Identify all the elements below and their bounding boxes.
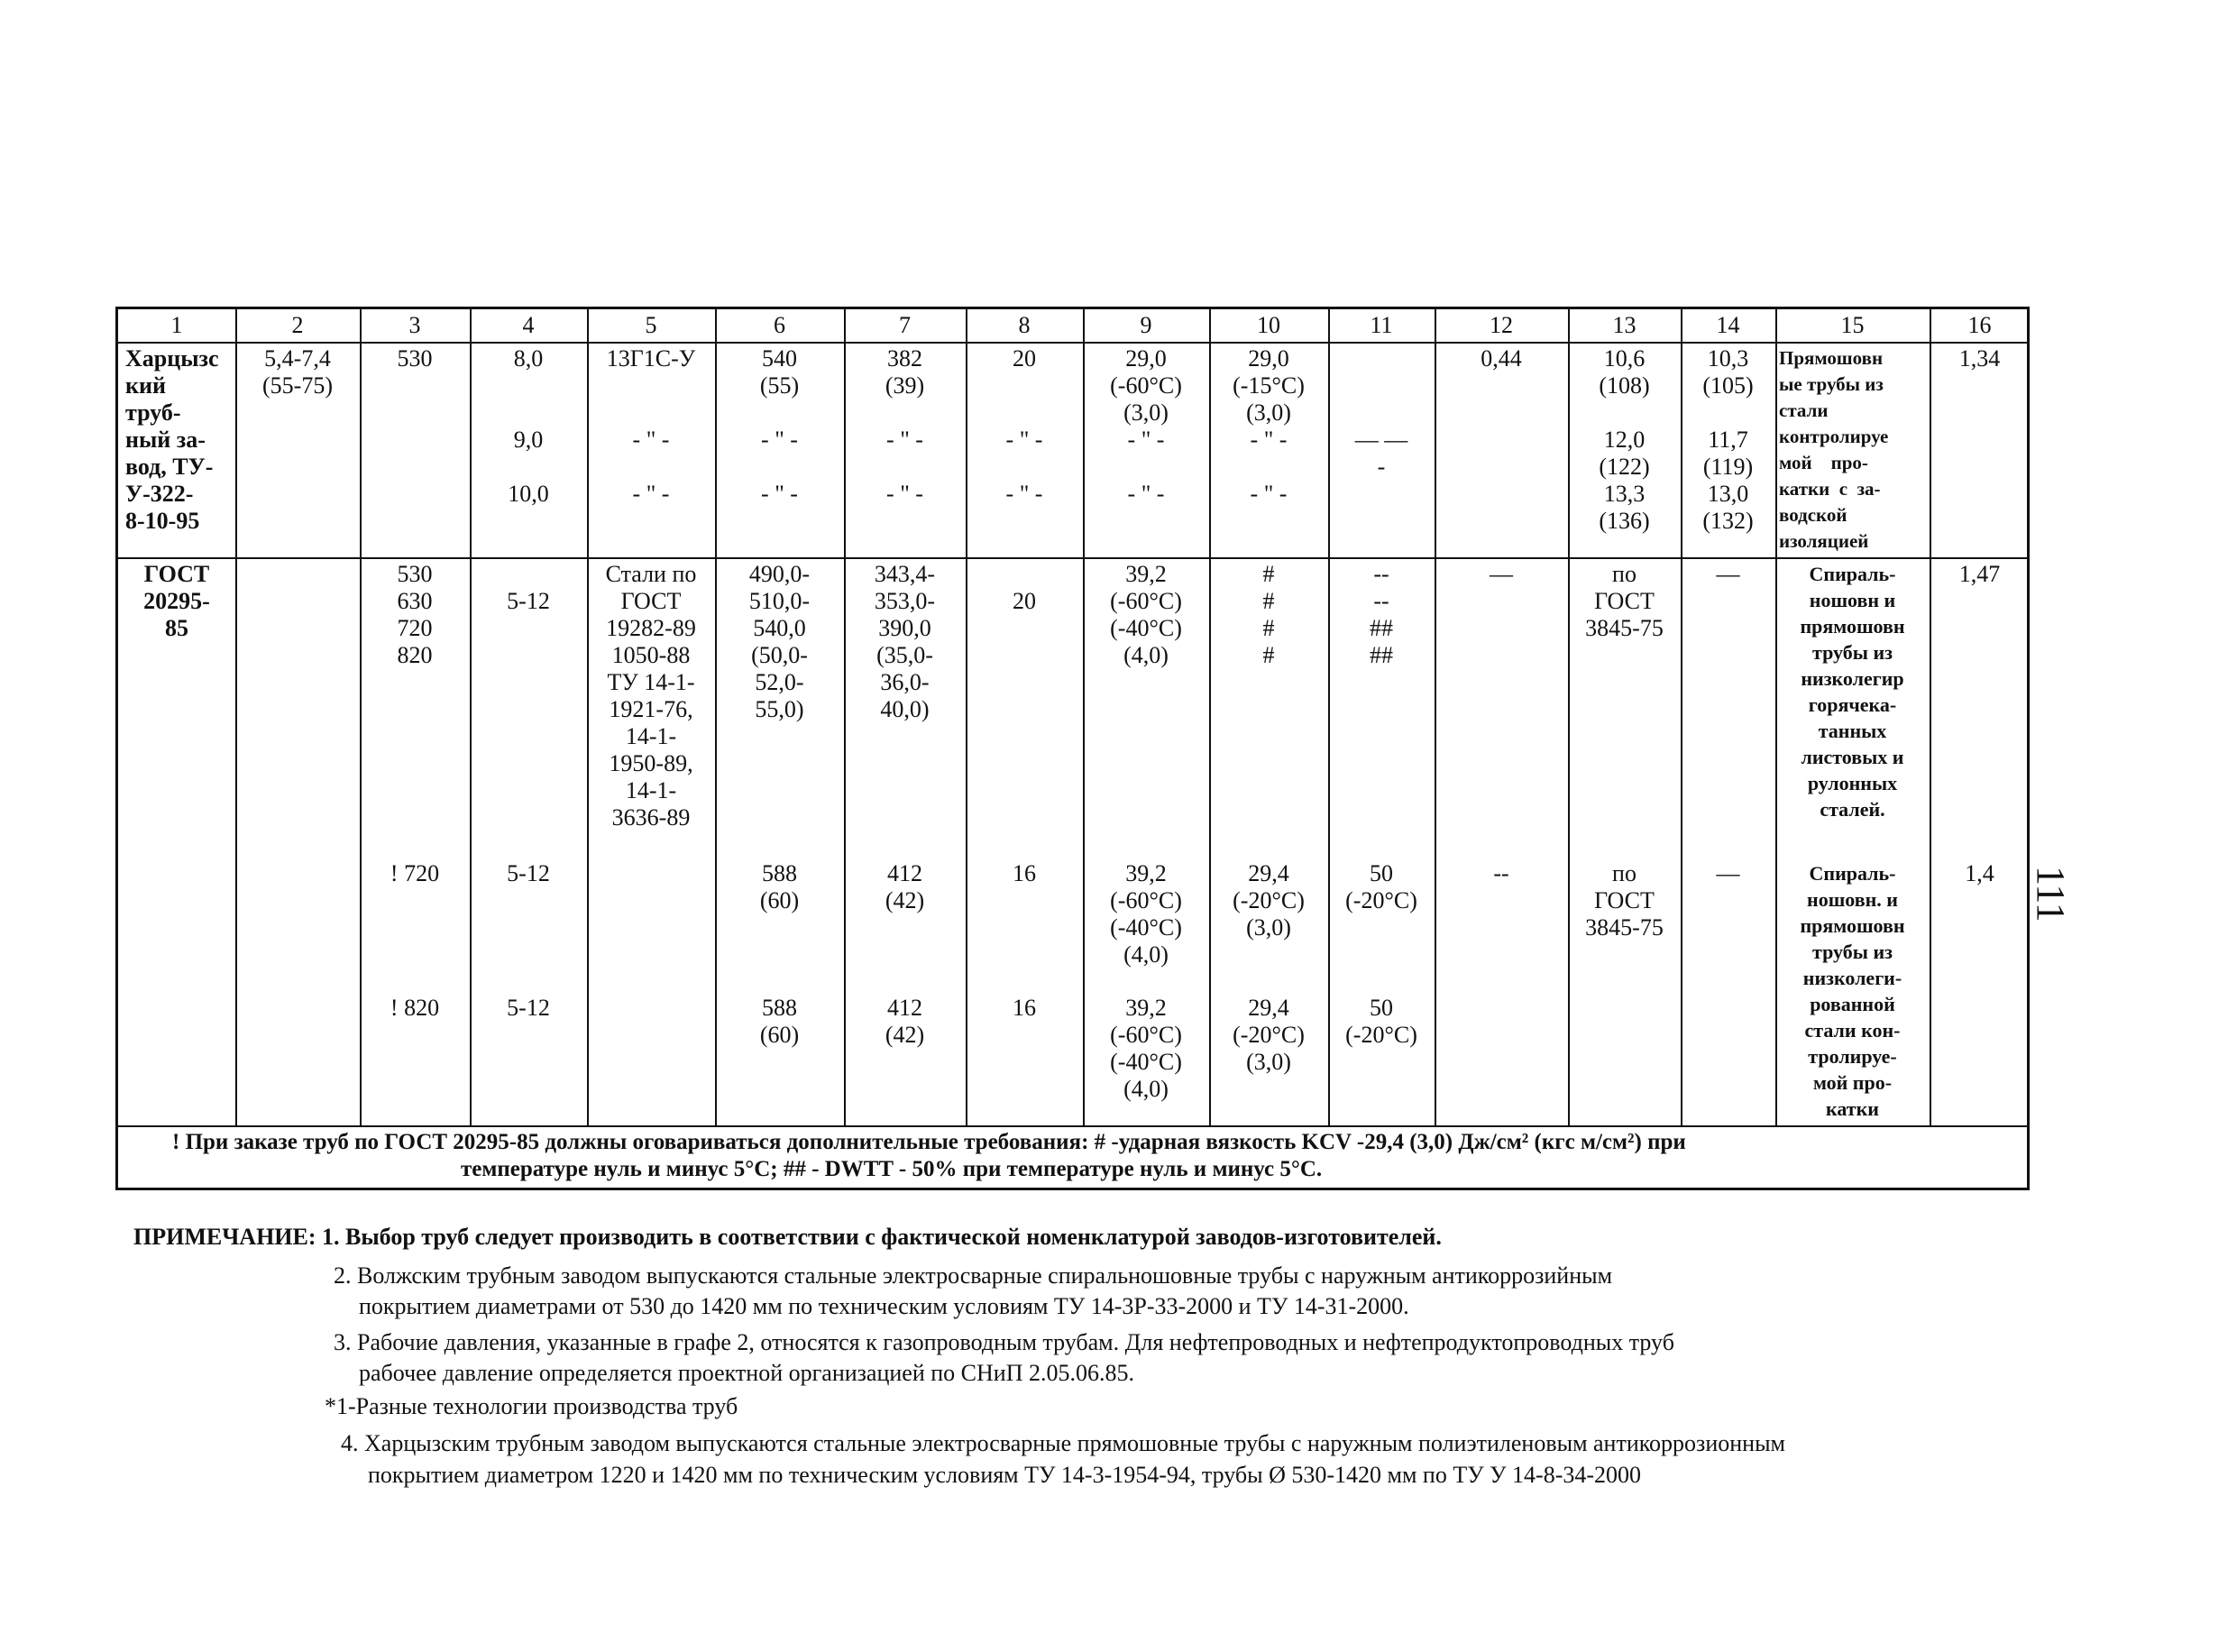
cell-test-pressure-alt: — xyxy=(1716,561,1740,587)
header-cell: 10 xyxy=(1257,312,1280,338)
header-cell: 11 xyxy=(1370,312,1393,338)
cell-impact-kcv: 29,4 (-20°C) (3,0) xyxy=(1233,860,1305,941)
header-cell: 7 xyxy=(899,312,911,338)
cell-manufacturer: ГОСТ 20295- 85 xyxy=(143,561,210,641)
cell-impact-kcu: 39,2 (-60°C) (-40°C) (4,0) xyxy=(1110,561,1182,668)
header-cell: 9 xyxy=(1140,312,1152,338)
cell-ceq: -- xyxy=(1493,860,1509,886)
cell-steel: 13Г1С-У - " - - " - xyxy=(606,345,696,507)
header-cell: 6 xyxy=(774,312,785,338)
cell-dwtt: — — - xyxy=(1354,427,1408,480)
header-cell: 14 xyxy=(1716,312,1740,338)
cell-tensile: 588 (60) xyxy=(759,860,800,913)
cell-dwtt: 50 (-20°C) xyxy=(1345,995,1417,1048)
col-divider xyxy=(235,309,237,1125)
table-footnote-line1: ! При заказе труб по ГОСТ 20295-85 должны оговариваться дополнительные требования: # -ударная вязкость KCV -29,4 (3,0) Дж/см² (кгс м/см²) при xyxy=(172,1130,1686,1154)
cell-ceq: 0,44 xyxy=(1481,345,1522,372)
note-4-line1: 4. Харцызским трубным заводом выпускаются стальные электросварные прямошовные трубы с наружным полиэтиленовым антикоррозионным xyxy=(341,1430,1785,1456)
footnote-divider xyxy=(118,1125,2030,1127)
cell-yield: 412 (42) xyxy=(885,860,925,913)
header-cell: 12 xyxy=(1490,312,1513,338)
cell-test-pressure-alt: — xyxy=(1716,860,1740,886)
page-number: 111 xyxy=(2029,866,2073,922)
header-cell: 3 xyxy=(408,312,421,338)
cell-impact-kcu: 29,0 (-60°C) (3,0) - " - - " - xyxy=(1110,345,1182,507)
cell-test-pressure-alt: 10,3 (105) 11,7 (119) 13,0 (132) xyxy=(1702,345,1754,534)
cell-diameter: 530 630 720 820 xyxy=(397,561,433,668)
col-divider xyxy=(1930,309,1931,1125)
cell-wall: 5-12 xyxy=(507,995,550,1021)
header-cell: 13 xyxy=(1612,312,1636,338)
note-3-line2: рабочее давление определяется проектной организацией по СНиП 2.05.06.85. xyxy=(359,1360,1134,1386)
cell-test-pressure: 10,6 (108) 12,0 (122) 13,3 (136) xyxy=(1599,345,1650,534)
cell-dwtt: 50 (-20°C) xyxy=(1345,860,1417,913)
cell-elongation: 20 - " - - " - xyxy=(1005,345,1043,507)
table-footnote-line2: температуре нуль и минус 5°C; ## - DWTT - 50% при температуре нуль и минус 5°C. xyxy=(461,1157,1323,1181)
note-2-line2: покрытием диаметрами от 530 до 1420 мм по техническим условиям ТУ 14-3Р-33-2000 и ТУ 14-31-2000. xyxy=(359,1293,1409,1319)
cell-tensile: 540 (55) - " - - " - xyxy=(759,345,800,507)
cell-description: Спираль- ношовн. и прямошовн трубы из низколеги- рованной стали кон- тролируе- мой про- катки xyxy=(1800,862,1905,1120)
col-divider xyxy=(1435,309,1436,1125)
cell-elongation: 16 xyxy=(1013,860,1036,886)
header-cell: 15 xyxy=(1840,312,1865,338)
cell-diameter: ! 820 xyxy=(390,995,440,1021)
header-cell: 2 xyxy=(291,312,304,338)
cell-elongation: 16 xyxy=(1013,995,1036,1021)
cell-impact-kcv: 29,4 (-20°C) (3,0) xyxy=(1233,995,1305,1075)
cell-pressure: 5,4-7,4 (55-75) xyxy=(262,345,333,399)
header-divider xyxy=(118,342,2030,344)
note-star: *1-Разные технологии производства труб xyxy=(325,1393,738,1419)
cell-tensile: 490,0- 510,0- 540,0 (50,0- 52,0- 55,0) xyxy=(748,561,811,722)
cell-description: Прямошовн ые трубы из стали контролируе мой про- катки с за- водской изоляцией xyxy=(1779,347,1889,552)
cell-test-pressure: по ГОСТ 3845-75 xyxy=(1585,561,1664,641)
cell-manufacturer: Харцызс кий труб- ный за- вод, ТУ- У-322- 8-10-95 xyxy=(125,345,219,534)
header-cell: 16 xyxy=(1967,312,1992,338)
cell-yield: 412 (42) xyxy=(885,995,925,1048)
note-2-line1: 2. Волжским трубным заводом выпускаются стальные электросварные спиральношовные трубы с наружным антикоррозийным xyxy=(334,1262,1613,1289)
cell-impact-kcu: 39,2 (-60°C) (-40°C) (4,0) xyxy=(1110,995,1182,1102)
pipe-spec-table xyxy=(115,307,2030,1190)
cell-impact-kcv: # # # # xyxy=(1262,561,1275,668)
cell-elongation: 20 xyxy=(1013,588,1036,614)
cell-diameter: 530 xyxy=(397,345,433,372)
cell-wall: 5-12 xyxy=(507,588,550,614)
cell-impact-kcv: 29,0 (-15°C) (3,0) - " - - " - xyxy=(1233,345,1305,507)
note-1: ПРИМЕЧАНИЕ: 1. Выбор труб следует производить в соответствии с фактической номенклатурой заводов-изготовителей. xyxy=(133,1224,1442,1250)
header-cell: 5 xyxy=(645,312,657,338)
cell-tensile: 588 (60) xyxy=(759,995,800,1048)
row-divider xyxy=(118,557,2030,559)
cell-dwtt: -- -- ## ## xyxy=(1370,561,1393,668)
cell-wall: 5-12 xyxy=(507,860,550,886)
header-cell: 4 xyxy=(522,312,535,338)
cell-coefficient: 1,47 xyxy=(1958,561,2001,587)
cell-coefficient: 1,34 xyxy=(1958,345,2001,372)
note-3-line1: 3. Рабочие давления, указанные в графе 2, относятся к газопроводным трубам. Для нефтепроводных и нефтепродуктопроводных труб xyxy=(334,1329,1674,1355)
cell-wall: 8,0 9,0 10,0 xyxy=(508,345,549,507)
cell-steel: Стали по ГОСТ 19282-89 1050-88 ТУ 14-1- 1921-76, 14-1- 1950-89, 14-1- 3636-89 xyxy=(605,561,697,831)
cell-description: Спираль- ношовн и прямошовн трубы из низколегир горячека- танных листовых и рулонных сталей. xyxy=(1800,563,1905,821)
cell-ceq: — xyxy=(1490,561,1513,587)
cell-yield: 382 (39) - " - - " - xyxy=(885,345,925,507)
cell-coefficient: 1,4 xyxy=(1965,860,1994,886)
cell-impact-kcu: 39,2 (-60°C) (-40°C) (4,0) xyxy=(1110,860,1182,968)
note-4-line2: покрытием диаметром 1220 и 1420 мм по техническим условиям ТУ 14-3-1954-94, трубы Ø 530-1420 мм по ТУ У 14-8-34-2000 xyxy=(368,1462,1642,1488)
header-cell: 1 xyxy=(170,312,183,338)
cell-test-pressure: по ГОСТ 3845-75 xyxy=(1585,860,1664,941)
cell-yield: 343,4- 353,0- 390,0 (35,0- 36,0- 40,0) xyxy=(874,561,936,722)
cell-diameter: ! 720 xyxy=(390,860,440,886)
header-cell: 8 xyxy=(1018,312,1031,338)
